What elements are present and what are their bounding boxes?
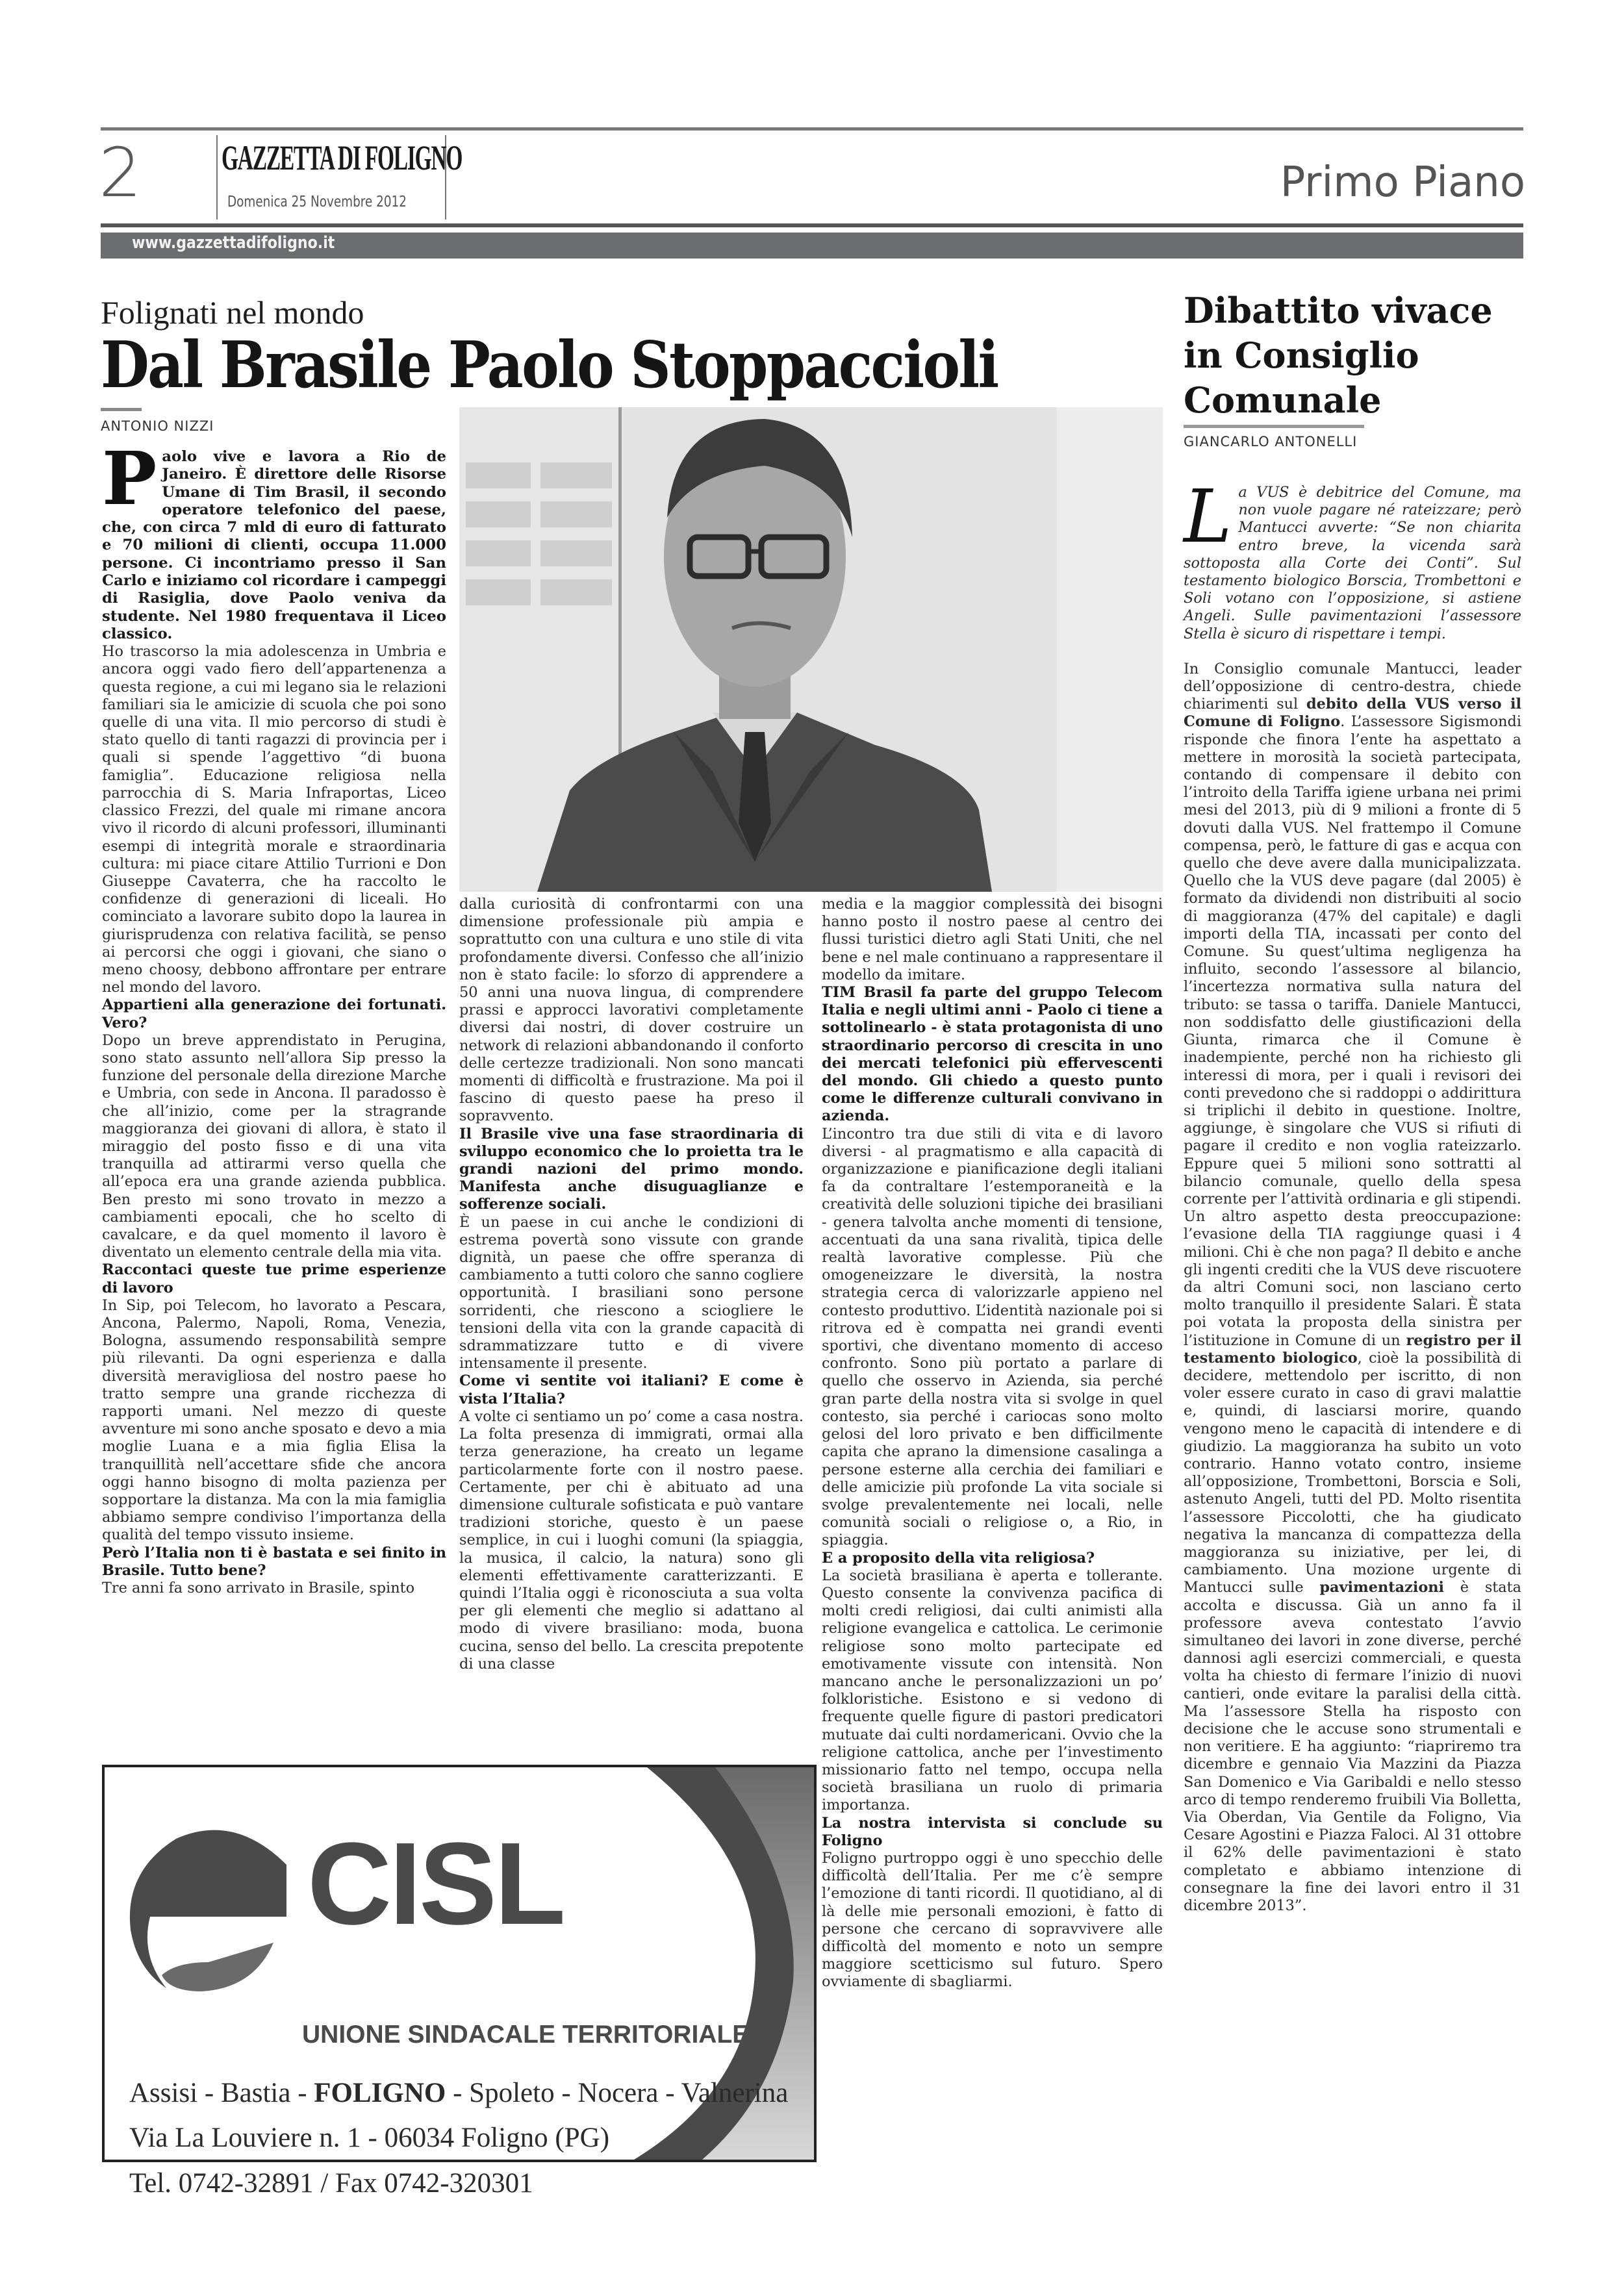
interview-question: Raccontaci queste tue prime esperienze di lavoro xyxy=(102,1261,446,1296)
paragraph: In Sip, poi Telecom, ho lavorato a Pescara, Ancona, Palermo, Napoli, Roma, Venezia, Bologna, assumendo responsabilità sempre più rilevanti. Da ogni esperienza e dalla diversità meravigliosa del nostro paese ho tratto sempre una grande ricchezza di rapporti umani. Nel mezzo di queste avventure mi sono anche sposato e devo a mia moglie Luana e a mia figlia Elisa la tranquillità nell’accettare sfide che ancora oggi hanno bisogno di molta pazienza per sopportare la distanza. Ma con la mia famiglia abbiamo sempre condiviso l’importanza della qualità del tempo vissuto insieme. xyxy=(102,1296,446,1544)
cisl-logo-bottom xyxy=(162,1943,273,1991)
body-text: è stata accolta e discussa. Già un anno fa il professore aveva contestato l’avvio simultaneo dei lavori in zone diverse, perché dannosi agli esercizi commerciali, e questa volta ha chiesto di fermare l’inizio di nuovi cantieri, onde evitare la paralisi della città. Ma l’assessore Stella ha risposto con decisione che le accuse sono strumentali e non veritiere. E ha aggiunto: “riapriremo tra dicembre e gennaio Via Mazzini da Piazza San Domenico e Via Garibaldi e nello stesso arco di tempo renderemo fruibili Via Bolletta, Via Oberdan, Via Gentile da Foligno, Via Cesare Agostini e Piazza Faloci. Al 31 ottobre il 62% delle pavimentazioni è stato completato e abbiamo intenzione di consegnare la fine dei lavori entro il 31 dicembre 2013”. xyxy=(1184,1579,1521,1915)
paragraph: dalla curiosità di confrontarmi con una dimensione professionale più ampia e soprattutto con una cultura e uno stile di vita profondamente diversi. Confesso che all’inizio non è stato facile: lo sforzo di apprendere a 50 anni una nuova lingua, di comprendere prassi e approcci lavorativi completamente diversi dai nostri, di dover costruire un network di relazioni abbandonando il conforto delle certezze tradizionali. Non sono mancati momenti di difficoltà e frustrazione. Ma poi il fascino di questo paese ha preso il sopravvento. xyxy=(459,896,804,1125)
side-article-lead xyxy=(1184,475,1521,643)
paragraph: A volte ci sentiamo un po’ come a casa nostra. La folta presenza di immigrati, ormai alla terza generazione, ha creato un legame particolarmente forte con il nostro paese. Certamente, per chi è abituato ad una dimensione culturale sofisticata e può vantare tradizioni storiche, questo è un paese semplice, in cui i luoghi comuni (la spiaggia, la musica, il calcio, la natura) sono gli elementi effettivamente caratterizzanti. E quindi l’Italia oggi è riconosciuta a sua volta per gli elementi che meglio si adattano al modo di vivere brasiliano: moda, buona cucina, senso del bello. La crescita prepotente di una classe xyxy=(459,1407,804,1672)
ad-towns-after: - Spoleto - Nocera - Valnerina xyxy=(446,2078,789,2108)
article-lead xyxy=(102,436,446,643)
paragraph: La società brasiliana è aperta e tollerante. Questo consente la convivenza pacifica di molti credi religiosi, dai culti animisti alla religione evangelica e cattolica. Le cerimonie religiose sono molto partecipate ed emotivamente vissute con intensità. Non mancano anche le personalizzazioni un po’ folkloristiche. Esistono e si vedono di frequente quelle figure di pastori predicatori mutuate dai culti nordamericani. Ovvio che la religione cattolica, anche per l’investimento missionario fatto nel tempo, occupa nella società brasiliana un ruolo di primaria importanza. xyxy=(822,1567,1163,1814)
paragraph: Foligno purtroppo oggi è uno specchio delle difficoltà dell’Italia. Per me c’è sempre l’emozione di tanti ricordi. Il quotidiano, al di là delle mie personali emozioni, è fatto di persone che cercano di sopravvivere alle difficoltà del momento e noto un sempre maggiore scetticismo sul futuro. Spero ovviamente di sbagliarmi. xyxy=(822,1849,1163,1991)
side-article-column xyxy=(1184,475,1521,1915)
newspaper-title: GAZZETTA DI FOLIGNO xyxy=(222,138,463,177)
side-article-byline: GIANCARLO ANTONELLI xyxy=(1184,434,1358,449)
paragraph: Tre anni fa sono arrivato in Brasile, spinto xyxy=(102,1580,415,1597)
website-link[interactable]: www.gazzettadifoligno.it xyxy=(132,233,335,253)
interview-question: TIM Brasil fa parte del gruppo Telecom Italia e negli ultimi anni - Paolo ci tiene a sottolinearlo - è stata protagonista di uno straordinario percorso di crescita in uno dei mercati telefonici più effervescenti del mondo. Gli chiedo a questo punto come le differenze culturali convivano in azienda. xyxy=(822,984,1163,1125)
side-byline-rule xyxy=(1184,425,1364,428)
interview-question: Appartieni alla generazione dei fortunati. Vero? xyxy=(102,996,446,1031)
body-text: . L’assessore Sigismondi risponde che finora l’ente ha aspettato a mettere in morosità la società partecipata, contando di compensare il debito con l’introito della Tariffa igiene urbana nei primi mesi del 2013, più di 9 milioni a fronte di 5 dovuti dalla VUS. Nel frattempo il Comune compensa, però, le fatture di gas e acqua con quello che deve avere dalla municipalizzata. Quello che la VUS deve pagare (dal 2005) è formato da dividendi non distribuiti al socio di maggioranza (47% del capitale) e dagli importi della TIA, incassati per conto del Comune. Su quest’ultima negligenza ha influito, secondo l’assessore al bilancio, l’incertezza normativa sulla natura del tributo: se tassa o tariffa. Daniele Mantucci, non soddisfatto delle giustificazioni della Giunta, rimarca che il Comune è inadempiente, perché non ha richiesto gli interessi di mora, per i quali i revisori dei conti prevedono che si raddoppi o addirittura si triplichi il debito in questione. Inoltre, aggiunge, è singolare che VUS si rifiuti di pagare il credito e non voglia rateizzarlo. Eppure quei 5 milioni sono sottratti al bilancio comunale, quello della spesa corrente per l’attività ordinaria e gli stipendi. Un altro aspetto desta preoccupazione: l’evasione della TIA raggiunge quasi i 4 milioni. Chi è che non paga? Il debito e anche gli ingenti crediti che la VUS deve riscuotere da altri Comuni soci, non lasciano certo molto tranquillo il presidente Salari. È stata poi votata la proposta della sinistra per l’istituzione in Comune di un xyxy=(1184,713,1521,1349)
ad-towns-before: Assisi - Bastia - xyxy=(129,2078,314,2108)
interview-question: La nostra intervista si conclude su Foligno xyxy=(822,1814,1163,1849)
ad-towns xyxy=(129,2077,788,2109)
ad-address: Via La Louviere n. 1 - 06034 Foligno (PG) xyxy=(129,2123,610,2153)
paragraph: media e la maggior complessità dei bisogni hanno posto il nostro paese al centro dei flussi turistici dietro agli Stati Uniti, che nel bene e nel male continuano a rappresentare il modello da imitare. xyxy=(822,896,1163,983)
ad-towns-bold: FOLIGNO xyxy=(314,2078,446,2108)
ad-contacts[interactable]: Tel. 0742-32891 / Fax 0742-320301 xyxy=(129,2168,533,2199)
highlighted-phrase: pavimentazioni xyxy=(1319,1579,1445,1596)
article-column-3 xyxy=(822,896,1163,1991)
interview-question: Come vi sentite voi italiani? E come è vista l’Italia? xyxy=(459,1372,804,1407)
paragraph: L’incontro tra due stili di vita e di lavoro diversi - al pragmatismo e alla capacità di organizzazione e pianificazione degli italiani fa da contraltare l’estemporaneità e la creatività delle soluzioni tipiche dei brasiliani - genera talvolta anche momenti di tensione, accentuati da una sana rivalità, tipica delle realtà lavorative complesse. Più che omogeneizzare le diversità, la nostra strategia cerca di valorizzarle appieno nel contesto produttivo. L’identità nazionale poi si ritrova ed è compatta nei grandi eventi sportivi, che diventano momento di acceso confronto. Sono più portato a parlare di quello che osservo in Azienda, sia perché gran parte della nostra vita si svolge in quel contesto, sia perché i cariocas sono molto gelosi del loro privato e ben difficilmente capita che aprano la dimensione casalinga a persone esterne alla cerchia dei familiari e delle amicizie più profonde La vita sociale si svolge prevalentemente nei locali, nelle comunità sociali o religiose o, a Rio, in spiaggia. xyxy=(822,1125,1163,1549)
issue-date: Domenica 25 Novembre 2012 xyxy=(227,194,407,210)
masthead-top-rule xyxy=(101,127,1523,131)
side-headline-line-1: Dibattito vivace xyxy=(1184,290,1493,331)
drop-cap: P xyxy=(102,436,157,522)
portrait-image xyxy=(459,407,1163,892)
ad-logo-text: CISL xyxy=(307,1819,564,1949)
highlighted-phrase: registro per il testamento biologico xyxy=(1184,1331,1521,1367)
paragraph: È un paese in cui anche le condizioni di estrema povertà sono vissute con grande dignità, un paese che offre speranza di cambiamento a tutti coloro che sanno cogliere opportunità. I brasiliani sono persone sorridenti, che riescono a sciogliere le tensioni della vita con la grande capacità di sdrammatizzare tutto e di vivere intensamente il presente. xyxy=(459,1213,804,1372)
page-number: 2 xyxy=(99,133,142,212)
paragraph: Ho trascorso la mia adolescenza in Umbria e ancora oggi vado fiero dell’appartenenza a questa regione, a cui mi legano sia le relazioni familiari sia le amicizie di scuola che poi sono quelle di una vita. Il mio percorso di studi è stato quello di tanti ragazzi di provincia per i quali si spende l’aggettivo “di buona famiglia”. Educazione religiosa nella parrocchia di S. Maria Infraportas, Liceo classico Frezzi, del quale mi rimane ancora vivo il ricordo di alcuni professori, illuminanti esempi di integrità morale e straordinaria cultura: mi piace citare Attilio Turrioni e Don Giuseppe Cavaterra, che ha raccolto le confidenze di generazioni di liceali. Ho cominciato a lavorare subito dopo la laurea in giurisprudenza con relativa facilità, se penso ai percorsi che oggi i giovani, che siano o meno choosy, debbono affrontare per entrare nel mondo del lavoro. xyxy=(102,643,446,996)
interview-question: Il Brasile vive una fase straordinaria di sviluppo economico che lo proietta tra le grandi nazioni del primo mondo. Manifesta anche disuguaglianze e sofferenze sociali. xyxy=(459,1125,804,1213)
column-1-body xyxy=(102,643,446,1597)
article-column-1 xyxy=(102,436,446,1597)
body-text: In Consiglio comunale Mantucci, leader dell’opposizione di centro-destra, chiede chiarimenti sul xyxy=(1184,660,1521,713)
masthead-bottom-rule xyxy=(101,223,1523,227)
article-column-2 xyxy=(459,896,804,1673)
body-text: , cioè la possibilità di decidere, mettendolo per iscritto, di non voler essere curato in caso di gravi malattie e, quindi, di lasciarsi morire, quando vengono meno le capacità di intendere e di giudizio. La maggioranza ha subito un voto contrario. Hanno votato contro, insieme all’opposizione, Trombettoni, Borscia e Soli, astenuto Angeli, tutti del PD. Molto risentita l’assessore Piccolotti, che ha giudicato negativa la mancanza di compattezza della maggioranza su iniziative, per lei, di cambiamento. Una mozione urgente di Mantucci sulle xyxy=(1184,1349,1521,1596)
paragraph: Dopo un breve apprendistato in Perugina, sono stato assunto nell’allora Sip presso la funzione del personale della direzione Marche e Umbria, con sede in Ancona. Il paradosso è che all’inizio, come per la stragrande maggioranza dei giovani di allora, è stato il miraggio del posto fisso e di una vita tranquilla ad attirarmi verso quella che all’epoca era una grande azienda pubblica. Ben presto mi sono trovato in mezzo a cambiamenti epocali, che ho scelto di cavalcare, e da quel momento il lavoro è diventato un elemento centrale della mia vita. xyxy=(102,1031,446,1261)
side-article-headline xyxy=(1184,288,1547,423)
side-drop-cap: L xyxy=(1184,475,1232,559)
side-headline-line-2: in Consiglio xyxy=(1184,334,1419,376)
byline-rule xyxy=(101,408,142,411)
side-headline-line-3: Comunale xyxy=(1184,379,1382,421)
article-headline: Dal Brasile Paolo Stoppaccioli xyxy=(101,328,998,403)
lead-text: aolo vive e lavora a Rio de Janeiro. È direttore delle Risorse Umane di Tim Brasil, il secondo operatore telefonico del paese, che, con circa 7 mld di euro di fatturato e 70 milioni di clienti, occupa 11.000 persone. Ci incontriamo presso il San Carlo e iniziamo col ricordare i campeggi di Rasiglia, dove Paolo veniva da studente. Nel 1980 frequentava il Liceo classico. xyxy=(102,448,446,642)
ad-subtitle: UNIONE SINDACALE TERRITORIALE xyxy=(302,2021,750,2049)
side-article-body xyxy=(1184,661,1521,1915)
article-kicker: Folignati nel mondo xyxy=(101,294,364,331)
interview-question: Però l’Italia non ti è bastata e sei finito in Brasile. Tutto bene? xyxy=(102,1544,446,1579)
section-title: Primo Piano xyxy=(1280,158,1525,207)
portrait-photo xyxy=(459,407,1163,892)
article-byline: ANTONIO NIZZI xyxy=(101,418,214,434)
highlighted-phrase: debito della VUS verso il Comune di Foligno xyxy=(1184,696,1521,731)
side-lead-text: a VUS è debitrice del Comune, ma non vuole pagare né rateizzare; però Mantucci avverte: “Se non chiarita entro breve, la vicenda sarà sottoposta alla Corte dei Conti”. Sul testamento biologico Borscia, Trombettoni e Soli votano con l’opposizione, si astiene Angeli. Sulle pavimentazioni l’assessore Stella è sicuro di rispettare i tempi. xyxy=(1184,484,1521,642)
cisl-advertisement[interactable] xyxy=(102,1765,817,2199)
interview-question: E a proposito della vita religiosa? xyxy=(822,1549,1095,1567)
